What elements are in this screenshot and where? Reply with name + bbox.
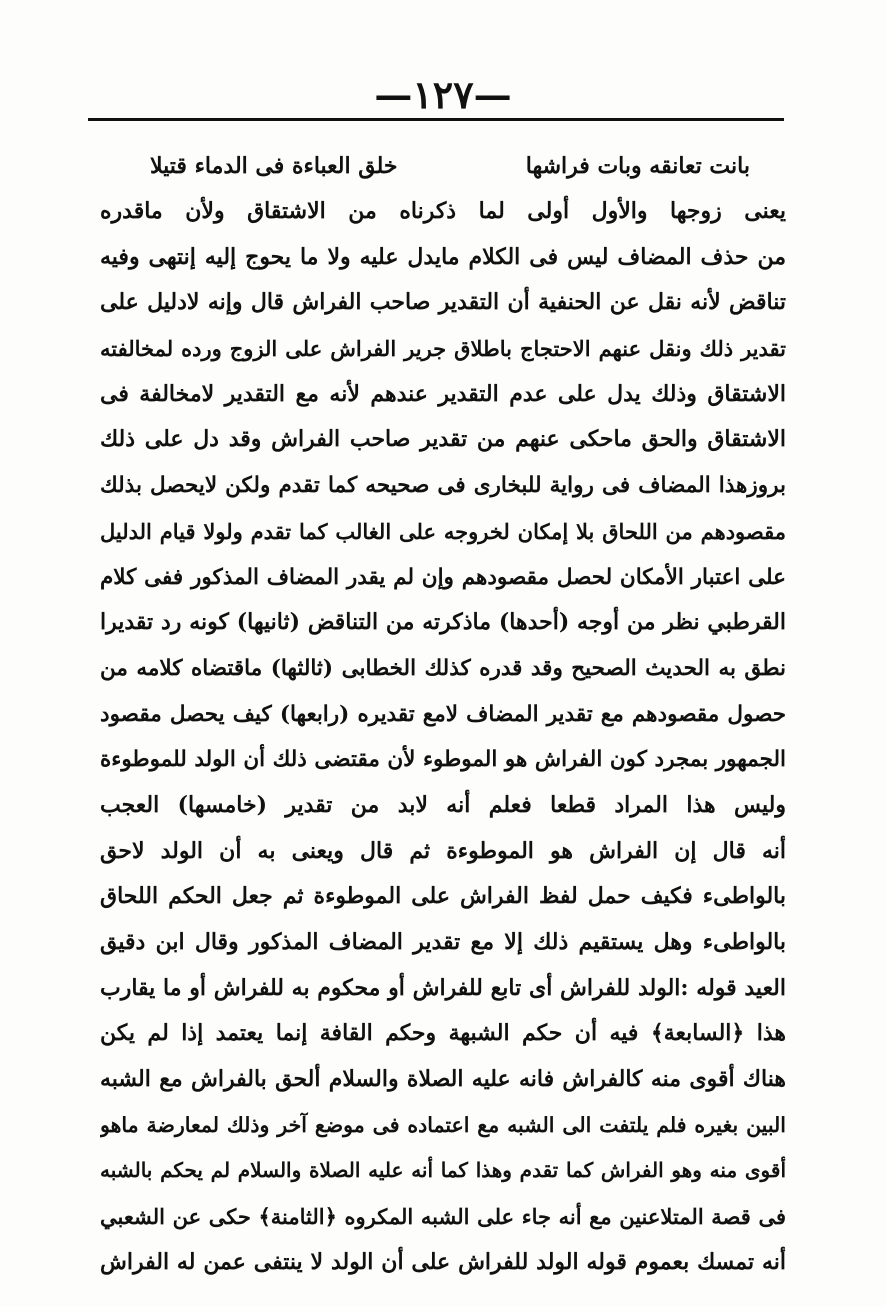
text-line: البين بغيره فلم يلتفت الى الشبه مع اعتماده فى موضع آخر وذلك لمعارضة ماهو: [100, 1112, 786, 1137]
text-line: أقوى منه وهو الفراش كما تقدم وهذا كما أنه عليه الصلاة والسلام لم يحكم بالشبه: [100, 1158, 786, 1183]
text-line: هذا ﴿السابعة﴾ فيه أن حكم الشبهة وحكم القافة إنما يعتمد إذا لم يكن: [100, 1020, 786, 1047]
text-line: الاشتقاق والحق ماحكى عنهم من تقدير صاحب الفراش وقد دل على ذلك: [100, 426, 786, 453]
text-line: تقدير ذلك ونقل عنهم الاحتجاج باطلاق جرير الفراش على الزوج ورده لمخالفته: [100, 336, 786, 362]
text-line: هناك أقوى منه كالفراش فانه عليه الصلاة والسلام ألحق بالفراش مع الشبه: [100, 1066, 786, 1093]
text-line: مقصودهم من اللحاق بلا إمكان لخروجه على الغالب كما تقدم ولولا قيام الدليل: [100, 518, 786, 544]
text-line: فى قصة المتلاعنين مع أنه جاء على الشبه المكروه ﴿الثامنة﴾ حكى عن الشعبي: [100, 1204, 786, 1230]
text-line: القرطبي نظر من أوجه (أحدها) ماذكرته من التناقض (ثانيها) كونه رد تقديرا: [100, 609, 786, 636]
text-line: بالواطىء فكيف حمل لفظ الفراش على الموطوءة ثم جعل الحكم اللحاق: [100, 883, 786, 910]
text-line: على اعتبار الأمكان لحصل مقصودهم وإن لم يقدر المضاف المذكور ففى كلام: [100, 564, 786, 590]
text-line: الاشتقاق وذلك يدل على عدم التقدير عندهم لأنه مع التقدير لامخالفة فى: [100, 380, 786, 407]
text-line: نطق به الحديث الصحيح وقد قدره كذلك الخطابى (ثالثها) ماقتضاه كلامه من: [100, 655, 786, 681]
text-line: أنه تمسك بعموم قوله الولد للفراش على أن الولد لا ينتفى عمن له الفراش: [100, 1248, 786, 1275]
text-line: من حذف المضاف ليس فى الكلام مايدل عليه ولا ما يحوج إليه إنتهى وفيه: [100, 243, 786, 270]
text-line: بالواطىء وهل يستقيم ذلك إلا مع تقدير المضاف المذكور وقال ابن دقيق: [100, 929, 786, 955]
poetry-verse: [150, 143, 750, 189]
header-rule: [88, 118, 784, 121]
text-line: بروزهذا المضاف فى رواية للبخارى فى صحيحه كما تقدم ولكن لايحصل بذلك: [100, 473, 786, 499]
text-line: العيد قوله :الولد للفراش أى تابع للفراش أو محكوم به للفراش أو ما يقارب: [100, 974, 786, 1001]
body-text: [100, 189, 786, 1286]
verse-second-hemistich: خلق العباءة فى الدماء قتيلا: [150, 153, 398, 179]
text-line: الجمهور بمجرد كون الفراش هو الموطوء لأن مقتضى ذلك أن الولد للموطوءة: [100, 747, 786, 773]
text-line: تناقض لأنه نقل عن الحنفية أن التقدير صاحب الفراش قال وإنه لادليل على: [100, 289, 786, 316]
text-line: وليس هذا المراد قطعا فعلم أنه لابد من تقدير (خامسها) العجب: [100, 791, 786, 818]
text-line: حصول مقصودهم مع تقدير المضاف لامع تقديره (رابعها) كيف يحصل مقصود: [100, 701, 786, 727]
page-number: —١٢٧—: [374, 72, 512, 117]
verse-first-hemistich: بانت تعانقه وبات فراشها: [525, 153, 750, 179]
text-line: أنه قال إن الفراش هو الموطوءة ثم قال ويعنى به أن الولد لاحق: [100, 837, 786, 864]
text-line: يعنى زوجها والأول أولى لما ذكرناه من الاشتقاق ولأن ماقدره: [100, 198, 786, 224]
